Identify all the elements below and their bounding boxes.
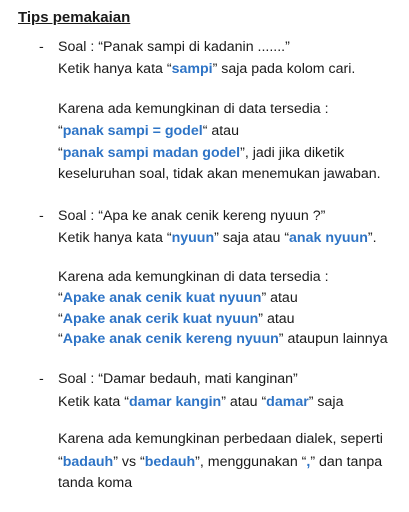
soal-1-text: Soal : “Panak sampi di kadanin .......” bbox=[58, 39, 290, 55]
soal-3-text: Soal : “Damar bedauh, mati kanginan” bbox=[58, 371, 298, 387]
keyword-highlight: panak sampi = godel bbox=[62, 123, 203, 139]
text-segment: “ bbox=[58, 454, 63, 470]
text-segment: ”, menggunakan “ bbox=[195, 454, 307, 470]
list-bullet: - bbox=[39, 208, 44, 224]
text-segment: Ketik kata “ bbox=[58, 394, 129, 410]
alt-2-1-line bbox=[58, 289, 298, 308]
alt-2-3-line bbox=[58, 330, 388, 349]
alt-2-2-line bbox=[58, 310, 295, 329]
text-segment: ” vs “ bbox=[113, 454, 145, 470]
text-segment: Ketik hanya kata “ bbox=[58, 61, 172, 77]
keyword-highlight: , bbox=[306, 454, 311, 470]
text-segment: “ bbox=[58, 331, 63, 347]
alt-1-2-line bbox=[58, 144, 344, 163]
list-bullet: - bbox=[39, 371, 44, 387]
alt-1-2-continuation: keseluruhan soal, tidak akan menemukan jawaban. bbox=[58, 166, 381, 182]
karena-3-text: Karena ada kemungkinan perbedaan dialek, seperti bbox=[58, 431, 383, 447]
text-segment: ” dan tanpa bbox=[310, 454, 383, 470]
text-segment: ” saja pada kolom cari. bbox=[212, 61, 356, 77]
ketik-3-line bbox=[58, 393, 343, 412]
text-segment: “ bbox=[58, 145, 63, 161]
keyword-highlight: nyuun bbox=[171, 230, 215, 246]
text-segment: ”. bbox=[367, 230, 377, 246]
keyword-highlight: sampi bbox=[171, 61, 213, 77]
alt-1-1-line bbox=[58, 122, 239, 141]
karena-1-text: Karena ada kemungkinan di data tersedia : bbox=[58, 101, 329, 117]
keyword-highlight: panak sampi madan godel bbox=[62, 145, 241, 161]
keyword-highlight: damar bbox=[266, 394, 309, 410]
text-segment: ”, jadi jika diketik bbox=[240, 145, 345, 161]
text-segment: ” ataupun lainnya bbox=[278, 331, 388, 347]
text-segment: “ atau bbox=[202, 123, 239, 139]
text-segment: ” atau bbox=[261, 290, 298, 306]
text-segment: “ bbox=[58, 311, 63, 327]
list-bullet: - bbox=[39, 39, 44, 55]
soal-2-text: Soal : “Apa ke anak cenik kereng nyuun ?” bbox=[58, 208, 326, 224]
text-segment: Ketik hanya kata “ bbox=[58, 230, 172, 246]
ketik-1-line bbox=[58, 60, 355, 79]
keyword-highlight: Apake anak cenik kereng nyuun bbox=[62, 331, 279, 347]
text-segment: “ bbox=[58, 290, 63, 306]
text-segment: ” saja bbox=[308, 394, 344, 410]
text-segment: “ bbox=[58, 123, 63, 139]
page-title: Tips pemakaian bbox=[18, 9, 131, 26]
keyword-highlight: Apake anak cerik kuat nyuun bbox=[62, 311, 259, 327]
ketik-2-line bbox=[58, 229, 377, 248]
keyword-highlight: bedauh bbox=[144, 454, 196, 470]
keyword-highlight: Apake anak cenik kuat nyuun bbox=[62, 290, 262, 306]
keyword-highlight: damar kangin bbox=[128, 394, 222, 410]
karena-2-text: Karena ada kemungkinan di data tersedia : bbox=[58, 269, 329, 285]
text-segment: ” atau bbox=[258, 311, 295, 327]
keyword-highlight: anak nyuun bbox=[289, 230, 368, 246]
alt-3-1-line bbox=[58, 453, 382, 472]
alt-3-1-continuation: tanda koma bbox=[58, 475, 133, 491]
keyword-highlight: badauh bbox=[62, 454, 114, 470]
text-segment: ” atau “ bbox=[221, 394, 267, 410]
text-segment: ” saja atau “ bbox=[214, 230, 290, 246]
